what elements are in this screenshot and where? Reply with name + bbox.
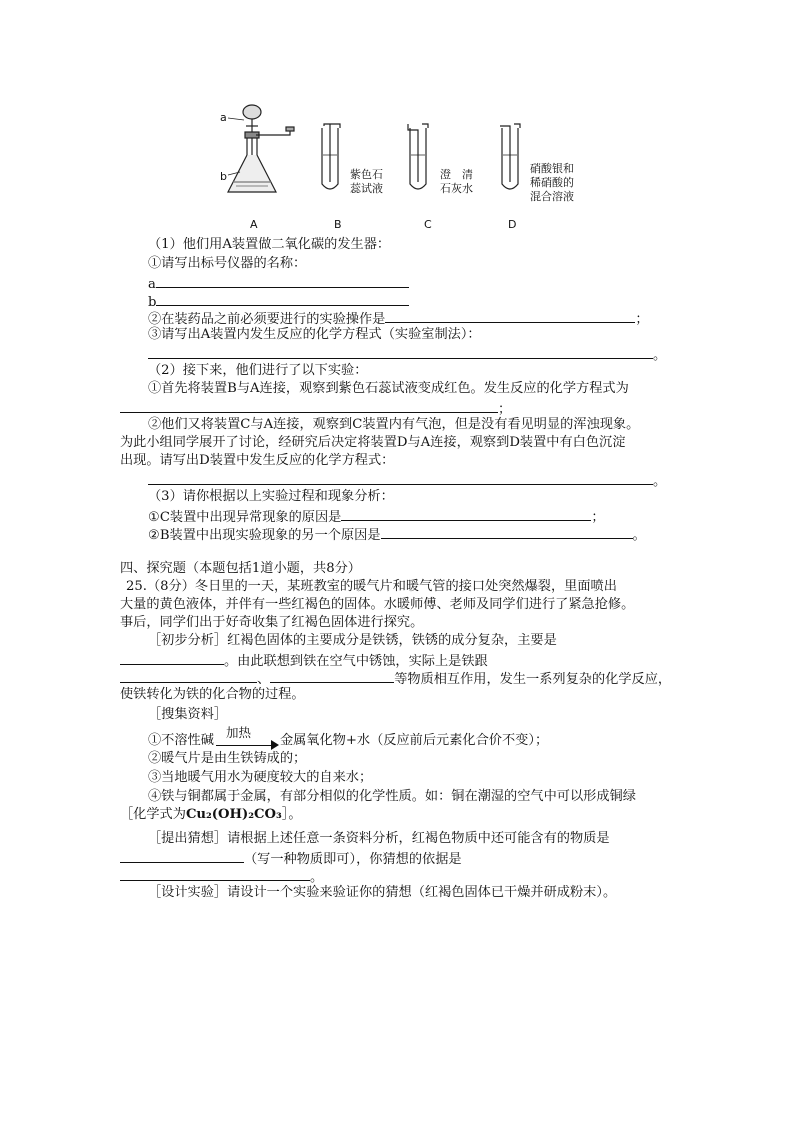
tube-c-reagent-line2: 石灰水 [440, 182, 473, 195]
answer-blank-equation-b[interactable] [120, 398, 498, 413]
tube-d-reagent-line3: 混合溶液 [530, 190, 574, 203]
q2-item1-end: ； [498, 402, 512, 417]
tube-c-icon [408, 124, 428, 189]
collect-item1 [148, 725, 549, 750]
heat-arrow [214, 725, 280, 750]
formula-post: ］。 [281, 807, 302, 822]
q1-a-label: a [148, 277, 156, 292]
heat-label: 加热 [225, 725, 251, 740]
initial-analysis: ［初步分析］红褐色固体的主要成分是铁锈，铁锈的成分复杂，主要是 [148, 633, 557, 648]
tube-b-reagent-line2: 蕊试液 [350, 182, 383, 195]
apparatus-a-icon [228, 105, 294, 192]
p25-line1: 25.（8分）冬日里的一天，某班教室的暖气片和暖气管的接口处突然爆裂，里面喷出 [126, 579, 617, 594]
collect-item2: ②暖气片是由生铁铸成的； [148, 751, 307, 766]
guess-line2-text: （写一种物质即可），你猜想的依据是 [244, 852, 462, 867]
period: 。 [653, 348, 667, 363]
collect-heading: ［搜集资料］ [148, 707, 228, 722]
pointer-a: a [220, 111, 227, 124]
pointer-b: b [220, 170, 227, 183]
formula-pre: ［化学式为 [120, 807, 186, 822]
period: 。 [632, 528, 646, 543]
tube-d-icon [500, 124, 520, 189]
p25-line3: 事后，同学们出于好奇收集了红褐色固体进行探究。 [120, 615, 424, 630]
tube-d-reagent-line2: 稀硝酸的 [530, 176, 574, 189]
tube-b-icon [322, 124, 340, 189]
period: 。 [653, 474, 667, 489]
caption-a: A [250, 218, 258, 231]
collect-item3: ③当地暖气用水为硬度较大的自来水； [148, 770, 373, 785]
apparatus-figure [200, 100, 600, 235]
q2-heading: （2）接下来，他们进行了以下实验： [148, 363, 368, 378]
q2-item1: ①首先将装置B与A连接，观察到紫色石蕊试液变成红色。发生反应的化学方程式为 [148, 381, 629, 396]
q3-heading: （3）请你根据以上实验过程和现象分析： [148, 489, 394, 504]
initial-analysis-2-text: 。由此联想到铁在空气中锈蚀，实际上是铁跟 [224, 654, 488, 669]
separator: 、 [257, 672, 271, 687]
answer-blank-reason-b[interactable] [381, 524, 633, 539]
answer-blank-equation-a[interactable] [148, 344, 653, 359]
tube-c-reagent-line1: 澄 清 [440, 168, 473, 181]
tube-b-reagent-line1: 紫色石 [350, 168, 383, 181]
q3-item1-text: ①C装置中出现异常现象的原因是 [148, 510, 342, 525]
q1-b-label: b [148, 295, 157, 310]
answer-blank-b[interactable] [156, 291, 409, 306]
arrow-head-icon [271, 740, 279, 750]
q2-item2-line1: ②他们又将装置C与A连接，观察到C装置内有气泡，但是没有看见明显的浑浊现象。 [148, 417, 640, 432]
q1-heading: （1）他们用A装置做二氧化碳的发生器： [148, 237, 391, 252]
caption-b: B [334, 218, 342, 231]
collect-item1-post: 金属氧化物+水（反应前后元素化合价不变）； [279, 733, 549, 748]
q1-item2-text: ②在装药品之前必须要进行的实验操作是 [148, 312, 386, 327]
q1-item1: ①请写出标号仪器的名称： [148, 256, 307, 271]
arrow-line [216, 745, 274, 746]
collect-item1-pre: ①不溶性碱 [148, 733, 214, 748]
initial-analysis-4: 使铁转化为铁的化合物的过程。 [120, 687, 305, 702]
caption-c: C [424, 218, 432, 231]
answer-blank-guess[interactable] [120, 848, 244, 863]
copper-formula: Cu₂(OH)₂CO₃ [185, 807, 282, 822]
q2-item2-line3: 出现。请写出D装置中发生反应的化学方程式： [120, 453, 395, 468]
answer-blank-rust[interactable] [120, 650, 224, 665]
answer-blank-operation[interactable] [385, 308, 635, 323]
tube-d-reagent-line1: 硝酸银和 [530, 162, 574, 175]
answer-blank-equation-d[interactable] [148, 470, 653, 485]
collect-item4-formula [120, 806, 302, 824]
design-heading: ［设计实验］请设计一个实验来验证你的猜想（红褐色固体已干燥并研成粉末）。 [148, 885, 617, 900]
q1-item3: ③请写出A装置内发生反应的化学方程式（实验室制法）： [148, 327, 481, 342]
answer-blank-a[interactable] [156, 273, 409, 288]
answer-blank-reason-c[interactable] [341, 506, 591, 521]
q3-item2 [148, 524, 646, 545]
initial-analysis-3-text: 等物质相互作用，发生一系列复杂的化学反应， [394, 672, 672, 687]
p25-line2: 大量的黄色液体，并伴有一些红褐色的固体。水暖师傅、老师及同学们进行了紧急抢修。 [120, 597, 635, 612]
q3-item2-text: ②B装置中出现实验现象的另一个原因是 [148, 528, 381, 543]
answer-blank-substance-1[interactable] [120, 668, 257, 683]
caption-d: D [508, 218, 517, 231]
period: 。 [310, 870, 324, 885]
q3-item1-end: ； [591, 510, 605, 525]
q1-item2-end: ； [635, 312, 649, 327]
collect-item4: ④铁与铜都属于金属，有部分相似的化学性质。如：铜在潮湿的空气中可以形成铜绿 [148, 789, 636, 804]
section-4-heading: 四、探究题（本题包括1道小题，共8分） [120, 561, 361, 576]
q2-item2-line2: 为此小组同学展开了讨论，经研究后决定将装置D与A连接，观察到D装置中有白色沉淀 [120, 435, 626, 450]
answer-blank-basis[interactable] [120, 866, 310, 881]
answer-blank-substance-2[interactable] [270, 668, 394, 683]
guess-heading: ［提出猜想］请根据上述任意一条资料分析，红褐色物质中还可能含有的物质是 [148, 831, 610, 846]
